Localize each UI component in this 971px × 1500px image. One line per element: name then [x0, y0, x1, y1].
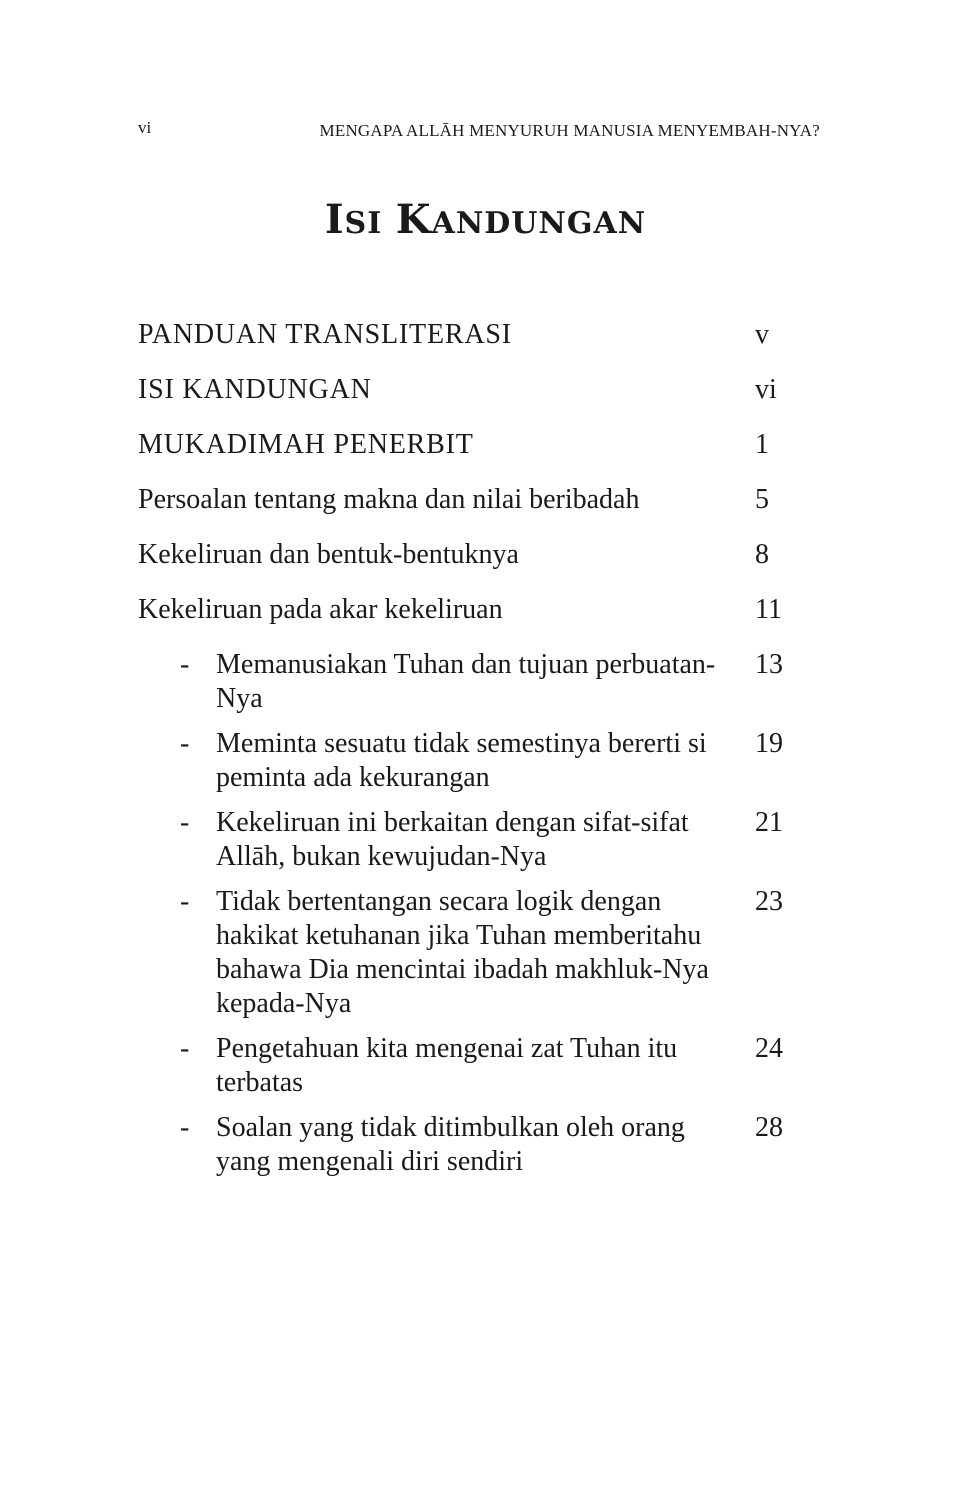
toc-entry-page: 8 — [755, 539, 769, 570]
toc-entry-title: Kekeliruan pada akar kekeliruan — [138, 594, 503, 625]
toc-entry-page: vi — [755, 374, 777, 405]
toc-entry — [138, 318, 788, 352]
toc-entry-page: 11 — [755, 594, 782, 625]
toc-subentry — [138, 1032, 788, 1100]
toc-subentry-page: 28 — [755, 1112, 783, 1143]
toc-subentry-page: 13 — [755, 649, 783, 680]
toc-entry — [138, 373, 788, 407]
bullet-dash: - — [180, 1112, 190, 1143]
toc-subentry-title: Tidak bertentangan secara logik dengan hakikat ketuhanan jika Tuhan memberitahu bahawa Dia mencintai ibadah makhluk-Nya kepada-Nya — [216, 886, 709, 1019]
toc-subentry — [138, 1111, 788, 1179]
running-head — [138, 118, 820, 142]
toc-subentry-page: 19 — [755, 728, 783, 759]
title-rest-2: ANDUNGAN — [431, 206, 647, 241]
toc-entry-page: 1 — [755, 429, 769, 460]
toc-subentry-title: Kekeliruan ini berkaitan dengan sifat-sifat Allāh, bukan kewujudan-Nya — [216, 807, 689, 872]
bullet-dash: - — [180, 728, 190, 759]
toc-subentry — [138, 885, 788, 1021]
toc-subentry — [138, 648, 788, 716]
toc-entry-title: PANDUAN TRANSLITERASI — [138, 319, 512, 350]
toc-entry-title: MUKADIMAH PENERBIT — [138, 429, 474, 460]
table-of-contents — [138, 318, 788, 1190]
page-number: vi — [138, 118, 152, 137]
toc-subentry-title: Soalan yang tidak ditimbulkan oleh orang yang mengenali diri sendiri — [216, 1112, 685, 1177]
book-title: MENGAPA ALLĀH MENYURUH MANUSIA MENYEMBAH-NYA? — [319, 121, 820, 140]
toc-entry — [138, 538, 788, 572]
title-rest-1: SI — [344, 206, 383, 241]
bullet-dash: - — [180, 886, 190, 917]
toc-entry-title: Kekeliruan dan bentuk-bentuknya — [138, 539, 519, 570]
toc-subentry — [138, 727, 788, 795]
toc-entry — [138, 483, 788, 517]
bullet-dash: - — [180, 807, 190, 838]
title-initial-1: I — [324, 196, 345, 243]
toc-subentry — [138, 806, 788, 874]
toc-entry-title: Persoalan tentang makna dan nilai beribadah — [138, 484, 640, 515]
toc-entry-title: ISI KANDUNGAN — [138, 374, 372, 405]
bullet-dash: - — [180, 649, 190, 680]
toc-entry-page: v — [755, 319, 769, 350]
toc-subentry-page: 24 — [755, 1033, 783, 1064]
toc-subentry-page: 23 — [755, 886, 783, 917]
toc-subentry-page: 21 — [755, 807, 783, 838]
toc-subentry-title: Meminta sesuatu tidak semestinya bererti si peminta ada kekurangan — [216, 728, 707, 793]
title-initial-2: K — [395, 196, 432, 243]
bullet-dash: - — [180, 1033, 190, 1064]
toc-subentry-title: Pengetahuan kita mengenai zat Tuhan itu terbatas — [216, 1033, 678, 1098]
toc-entry — [138, 428, 788, 462]
toc-entry-page: 5 — [755, 484, 769, 515]
toc-entry — [138, 593, 788, 627]
toc-subentry-title: Memanusiakan Tuhan dan tujuan perbuatan-Nya — [216, 649, 716, 714]
page-title — [0, 196, 971, 243]
